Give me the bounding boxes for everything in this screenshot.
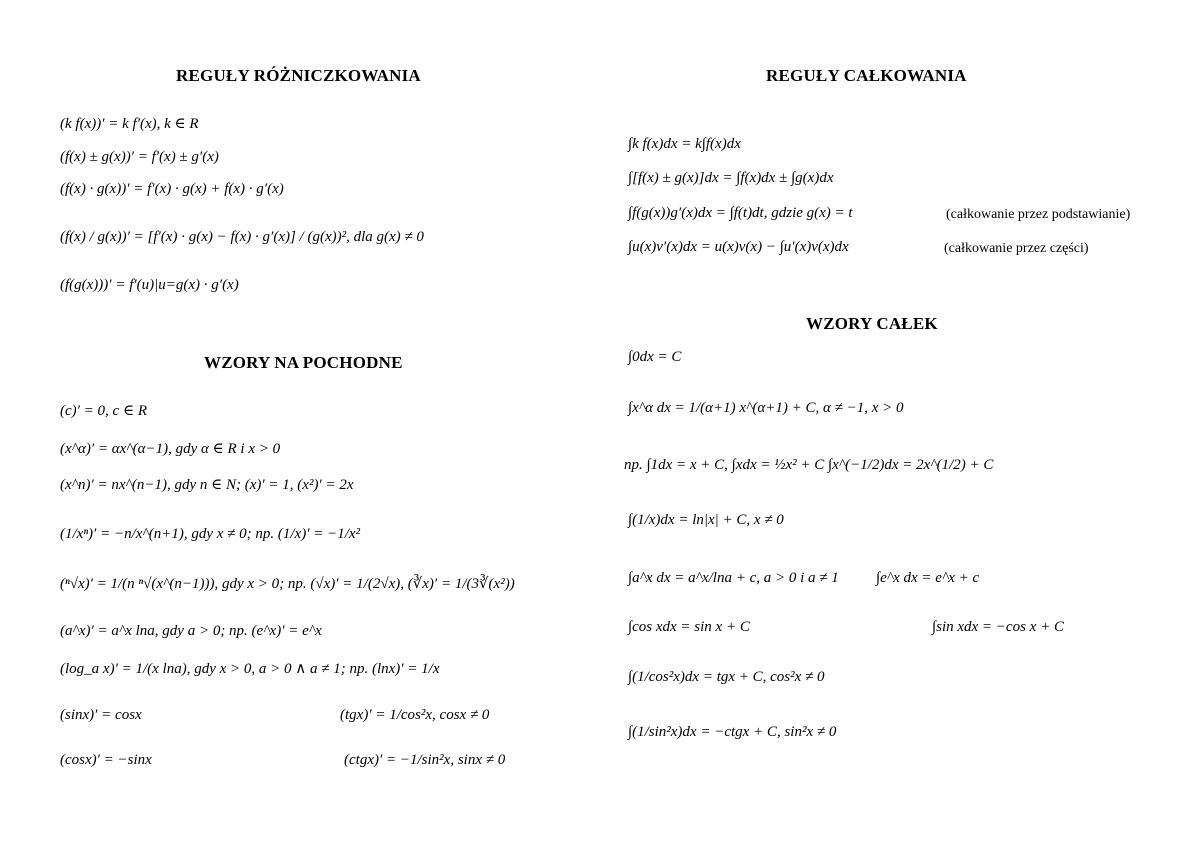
diff-rule-product: (f(x) · g(x))′ = f′(x) · g(x) + f(x) · g′(x) [60,181,284,197]
int-rule-substitution: ∫f(g(x))g′(x)dx = ∫f(t)dt, gdzie g(x) = t [628,205,853,221]
substitution-note: (całkowanie przez podstawianie) [946,207,1131,222]
diff-rule-quotient: (f(x) / g(x))′ = [f′(x) · g(x) − f(x) · g′(x)] / (g(x))², dla g(x) ≠ 0 [60,229,424,245]
derivatives-title: WZORY NA POCHODNE [204,353,403,372]
integral-sin: ∫sin xdx = −cos x + C [932,619,1064,635]
integral-power: ∫x^α dx = 1/(α+1) x^(α+1) + C, α ≠ −1, x > 0 [628,400,904,416]
derivative-tg: (tgx)′ = 1/cos²x, cosx ≠ 0 [340,707,490,723]
derivative-power-n: (x^n)′ = nx^(n−1), gdy n ∈ N; (x)′ = 1, (x²)′ = 2x [60,477,354,493]
derivative-exponential: (a^x)′ = a^x lna, gdy a > 0; np. (e^x)′ = e^x [60,623,322,639]
derivative-ctg: (ctgx)′ = −1/sin²x, sinx ≠ 0 [344,752,506,768]
integral-csc-squared: ∫(1/sin²x)dx = −ctgx + C, sin²x ≠ 0 [628,724,837,740]
integral-zero: ∫0dx = C [628,349,682,365]
derivative-root: (ⁿ√x)′ = 1/(n ⁿ√(x^(n−1))), gdy x > 0; np. (√x)′ = 1/(2√x), (∛x)′ = 1/(3∛(x²)) [60,576,515,592]
int-rule-constant-multiple: ∫k f(x)dx = k∫f(x)dx [628,136,741,152]
integral-reciprocal: ∫(1/x)dx = ln|x| + C, x ≠ 0 [628,512,784,528]
integral-cos: ∫cos xdx = sin x + C [628,619,750,635]
diff-rule-sum: (f(x) ± g(x))′ = f′(x) ± g′(x) [60,149,219,165]
derivative-sin: (sinx)′ = cosx [60,707,142,723]
diff-rule-constant-multiple: (k f(x))′ = k f′(x), k ∈ R [60,116,199,132]
differentiation-rules-title: REGUŁY RÓŻNICZKOWANIA [176,66,421,85]
derivative-power-alpha: (x^α)′ = αx^(α−1), gdy α ∈ R i x > 0 [60,441,281,457]
derivative-logarithm: (log_a x)′ = 1/(x lna), gdy x > 0, a > 0 ∧ a ≠ 1; np. (lnx)′ = 1/x [60,661,440,677]
by-parts-note: (całkowanie przez części) [944,241,1089,256]
integral-sec-squared: ∫(1/cos²x)dx = tgx + C, cos²x ≠ 0 [628,669,825,685]
derivative-constant: (c)′ = 0, c ∈ R [60,403,147,419]
integral-examples: np. ∫1dx = x + C, ∫xdx = ½x² + C ∫x^(−1/2)dx = 2x^(1/2) + C [624,457,994,473]
int-rule-sum: ∫[f(x) ± g(x)]dx = ∫f(x)dx ± ∫g(x)dx [628,170,834,186]
integration-rules-title: REGUŁY CAŁKOWANIA [766,66,967,85]
integral-exponential-e: ∫e^x dx = e^x + c [876,570,980,586]
diff-rule-chain: (f(g(x)))′ = f′(u)|u=g(x) · g′(x) [60,277,239,293]
integrals-title: WZORY CAŁEK [806,314,938,333]
integral-exponential-a: ∫a^x dx = a^x/lna + c, a > 0 i a ≠ 1 [628,570,839,586]
derivative-cos: (cosx)′ = −sinx [60,752,152,768]
int-rule-by-parts: ∫u(x)v′(x)dx = u(x)v(x) − ∫u′(x)v(x)dx [628,239,849,255]
derivative-reciprocal-power: (1/xⁿ)′ = −n/x^(n+1), gdy x ≠ 0; np. (1/x)′ = −1/x² [60,526,361,542]
